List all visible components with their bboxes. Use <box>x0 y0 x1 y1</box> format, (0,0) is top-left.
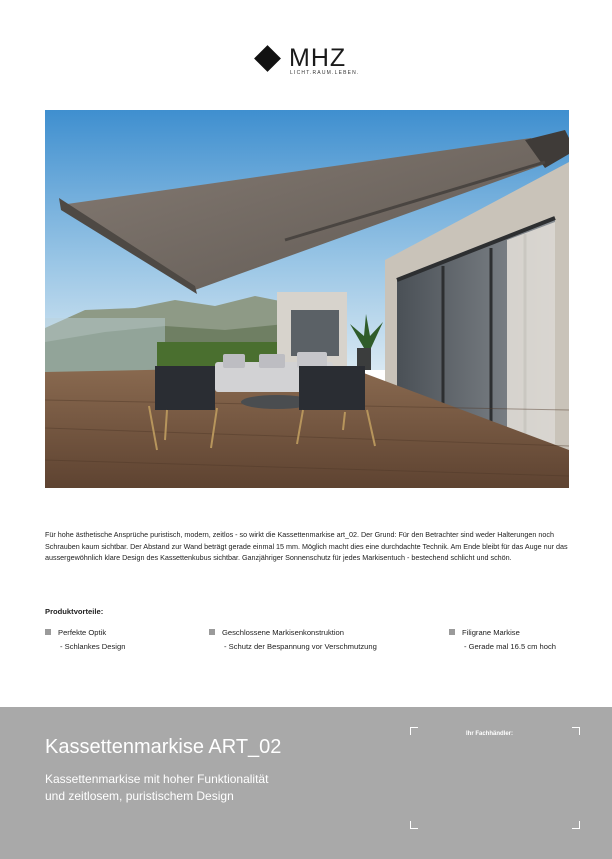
intro-text: Für hohe ästhetische Ansprüche puristisch, modern, zeitlos - so wirkt die Kassettenmarkise art_02. Der Grund: Für den Betrachter sind weder Halterungen noch Schrauben kaum sichtbar. Der Abstand zur Wand beträgt gerade einmal 15 mm. Möglich macht dies eine durchdachte Technik. Am Ende bleibt für das Auge nur das aussergewöhnlich klare Design des Kassettenkubus sichtbar. Ganzjähriger Sonnenschutz für jedes Markisentuch - bestechend schlicht und schön. <box>45 530 568 563</box>
corner-mark-icon <box>572 821 580 829</box>
feature-title: Perfekte Optik <box>58 628 107 637</box>
product-subtitle-line: und zeitlosem, puristischem Design <box>45 789 234 803</box>
features-heading: Produktvorteile: <box>45 607 104 616</box>
footer-band <box>0 707 612 859</box>
square-bullet-icon <box>45 629 51 635</box>
square-bullet-icon <box>209 629 215 635</box>
corner-mark-icon <box>410 821 418 829</box>
corner-mark-icon <box>572 727 580 735</box>
corner-mark-icon <box>410 727 418 735</box>
feature-title: Geschlossene Markisenkonstruktion <box>222 628 344 637</box>
product-subtitle <box>45 771 375 805</box>
feature-detail: - Gerade mal 16.5 cm hoch <box>464 642 557 651</box>
logo-diamond-icon <box>254 45 281 72</box>
square-bullet-icon <box>449 629 455 635</box>
feature-title: Filigrane Markise <box>462 628 520 637</box>
feature-detail: - Schlankes Design <box>60 642 126 651</box>
feature-detail: - Schutz der Bespannung vor Verschmutzung <box>224 642 377 651</box>
logo-tagline: LICHT.RAUM.LEBEN. <box>290 70 360 76</box>
logo-wordmark: MHZ <box>289 44 347 72</box>
product-photo <box>45 110 569 488</box>
brand-logo <box>255 44 365 78</box>
dealer-label: Ihr Fachhändler: <box>466 731 514 737</box>
dealer-box <box>410 727 580 829</box>
product-title: Kassettenmarkise ART_02 <box>45 736 282 758</box>
product-subtitle-line: Kassettenmarkise mit hoher Funktionalität <box>45 772 269 786</box>
